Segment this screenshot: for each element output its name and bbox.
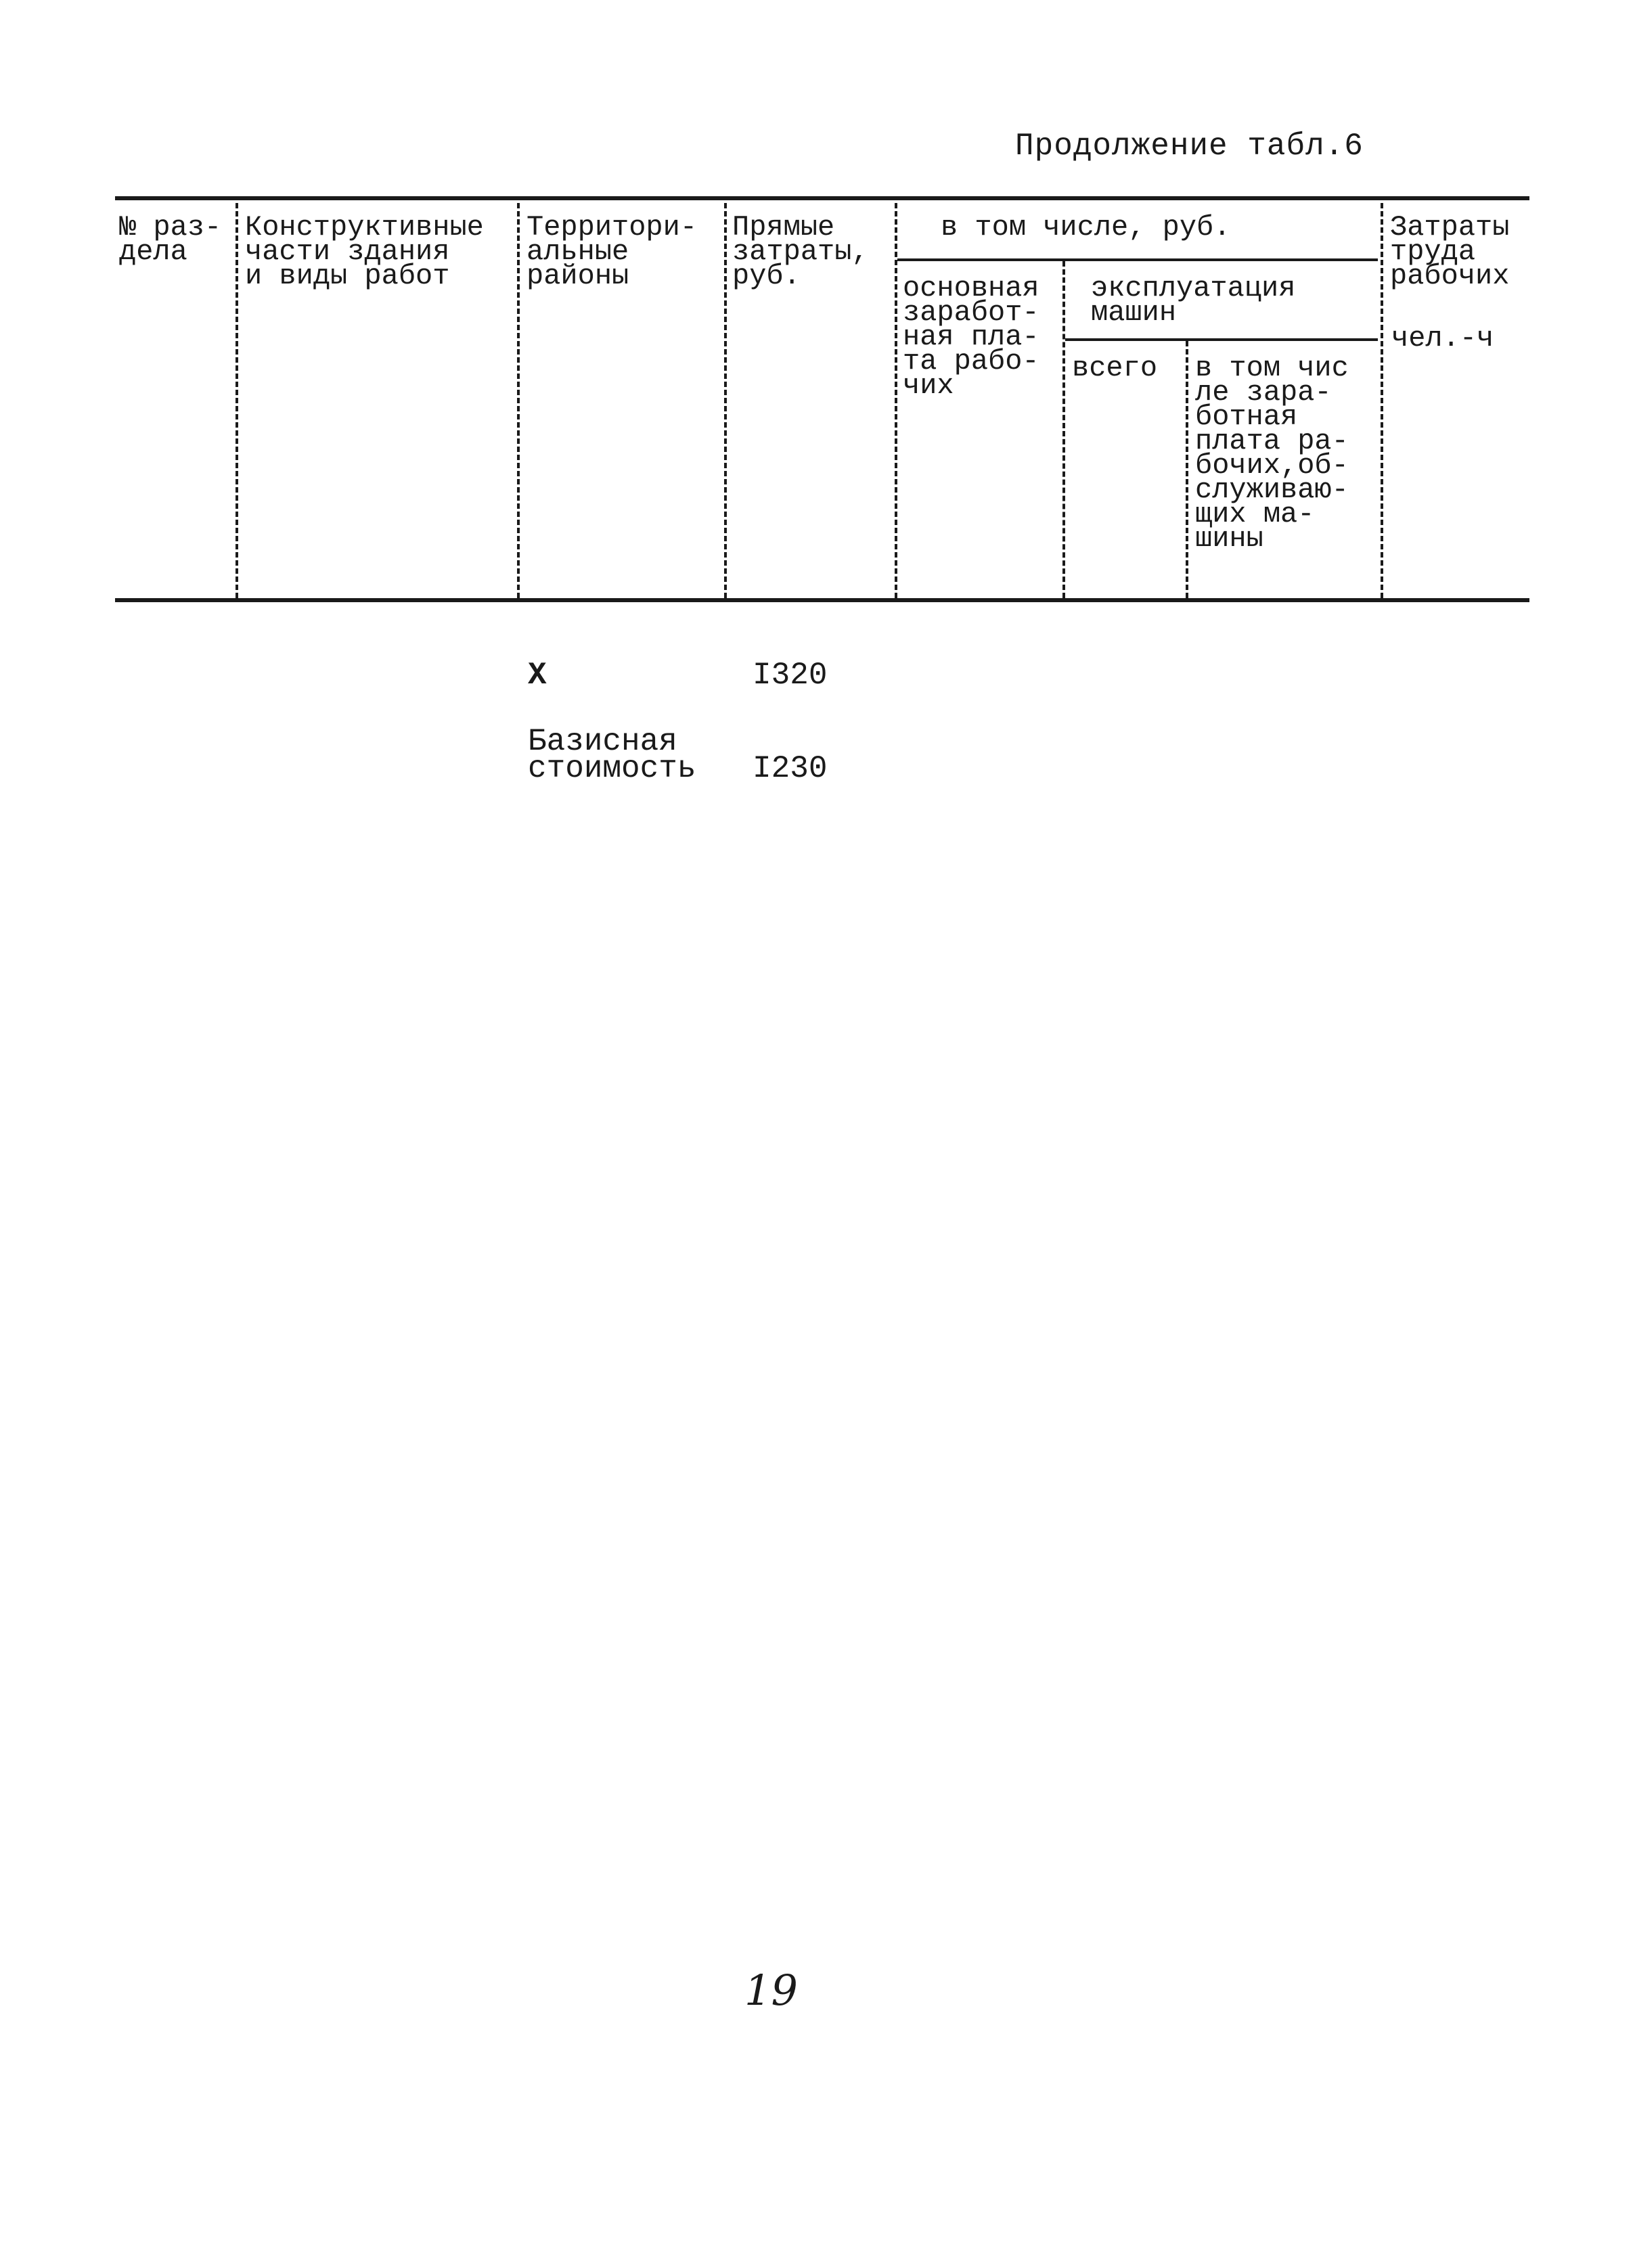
col-separator-5 <box>1062 261 1065 598</box>
col-separator-6 <box>1186 341 1188 598</box>
row-2-region: Базисная стоимость <box>528 724 696 786</box>
col-separator-2 <box>517 203 520 598</box>
table-top-rule <box>115 196 1529 200</box>
header-section-no: № раз- дела <box>119 211 222 268</box>
header-regions: Территори- альные районы <box>527 211 698 292</box>
row-2-direct-costs: I230 <box>753 751 828 786</box>
col-separator-3 <box>724 203 727 598</box>
col-separator-7 <box>1381 203 1383 598</box>
row-1-direct-costs: I320 <box>753 658 828 693</box>
subheader-rule-machines <box>1065 338 1378 341</box>
col-separator-4 <box>895 203 897 598</box>
continuation-label: Продолжение табл.6 <box>1015 129 1364 164</box>
header-total: всего <box>1072 352 1158 384</box>
table-bottom-rule <box>115 598 1529 602</box>
row-1-region: X <box>528 658 547 693</box>
header-parts: Конструктивные части здания и виды работ <box>245 211 484 292</box>
col-separator-1 <box>236 203 238 598</box>
header-direct-costs: Прямые затраты, руб. <box>732 211 869 292</box>
subheader-rule-including <box>897 258 1378 261</box>
header-labor-unit: чел.-ч <box>1391 322 1494 355</box>
page-number: 19 <box>744 1966 798 2015</box>
header-including: в том числе, руб. <box>941 211 1231 244</box>
header-labor: Затраты труда рабочих <box>1390 211 1510 292</box>
header-incl-wage: в том чис ле зара- ботная плата ра- бочих,об- служиваю- щих ма- шины <box>1195 352 1349 555</box>
header-base-wage: основная заработ- ная пла- та рабо- чих <box>903 272 1039 402</box>
header-machine-operation: эксплуатация машин <box>1091 272 1296 329</box>
